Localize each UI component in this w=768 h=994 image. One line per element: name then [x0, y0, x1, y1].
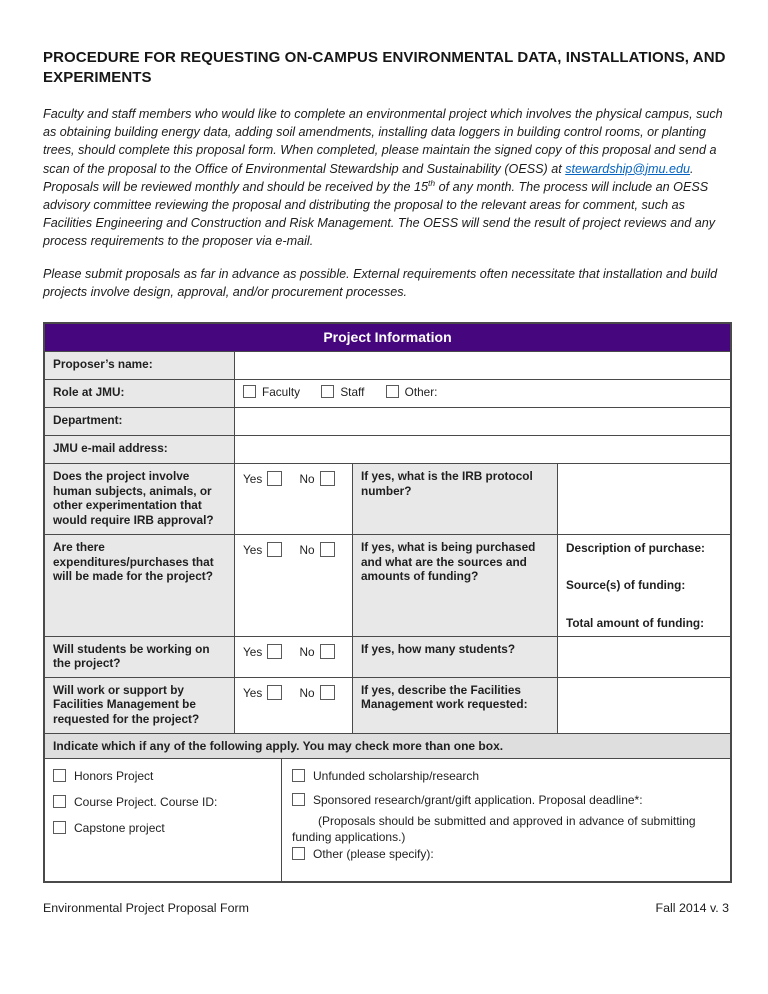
total-funding-label: Total amount of funding:: [566, 616, 705, 631]
no-label: No: [299, 543, 315, 558]
project-type-section: [45, 759, 730, 881]
yes-label: Yes: [243, 472, 263, 487]
irb-answer-field[interactable]: [558, 464, 730, 534]
expenditures-no: [300, 543, 335, 557]
capstone-project-checkbox[interactable]: [53, 821, 66, 834]
submit-early-paragraph: Please submit proposals as far in advance as possible. External requirements often necessitate that installation and build projects involve design, approval, and/or procurement processes.: [43, 266, 718, 299]
students-yes-checkbox[interactable]: [267, 644, 282, 659]
department-field[interactable]: [235, 408, 730, 435]
course-project-label: Course Project. Course ID:: [74, 794, 218, 809]
facilities-yes-checkbox[interactable]: [267, 685, 282, 700]
students-no: [300, 645, 335, 659]
students-yes: [243, 645, 282, 659]
sponsored-note: (Proposals should be submitted and approved in advance of submitting funding applications.): [292, 813, 696, 844]
role-options: [235, 380, 730, 407]
yes-label: Yes: [243, 685, 263, 700]
no-label: No: [299, 472, 315, 487]
capstone-project-option: [53, 821, 273, 835]
facilities-yes: [243, 686, 282, 700]
indicate-instructions-band: Indicate which if any of the following apply. You may check more than one box.: [45, 734, 730, 759]
row-department: [45, 408, 730, 436]
role-option-staff: [321, 385, 364, 399]
superscript-th: th: [428, 177, 436, 188]
row-email: [45, 436, 730, 464]
document-title: PROCEDURE FOR REQUESTING ON-CAMPUS ENVIRONMENTAL DATA, INSTALLATIONS, AND EXPERIMENTS: [43, 49, 726, 86]
role-option-faculty: [243, 385, 300, 399]
irb-yes: [243, 472, 282, 486]
intro-text-2: . Proposals will be reviewed monthly and should be received by the 15: [43, 161, 694, 194]
unfunded-label: Unfunded scholarship/research: [313, 768, 480, 783]
unfunded-checkbox[interactable]: [292, 769, 305, 782]
proposer-name-field[interactable]: [235, 352, 730, 379]
irb-no: [300, 472, 335, 486]
facilities-no-checkbox[interactable]: [320, 685, 335, 700]
students-ifyes-label: If yes, how many students?: [353, 637, 558, 677]
sponsored-option: [292, 793, 720, 807]
expenditures-ifyes-label: If yes, what is being purchased and what are the sources and amounts of funding?: [353, 535, 558, 636]
project-type-right-column: [282, 759, 730, 881]
project-type-left-column: [45, 759, 282, 881]
row-students: [45, 637, 730, 678]
facilities-no: [300, 686, 335, 700]
table-header-project-information: Project Information: [45, 324, 730, 352]
staff-checkbox[interactable]: [321, 385, 334, 398]
description-of-purchase-label: Description of purchase:: [566, 541, 705, 556]
project-information-table: [43, 322, 732, 883]
facilities-question-label: Will work or support by Facilities Management be requested for the project?: [45, 678, 235, 733]
other-specify-checkbox[interactable]: [292, 847, 305, 860]
faculty-checkbox[interactable]: [243, 385, 256, 398]
expenditures-no-checkbox[interactable]: [320, 542, 335, 557]
honors-project-label: Honors Project: [74, 768, 154, 783]
expenditures-yes-checkbox[interactable]: [267, 542, 282, 557]
row-facilities: [45, 678, 730, 734]
irb-yes-checkbox[interactable]: [267, 471, 282, 486]
intro-text-1: Faculty and staff members who would like to complete an environmental project which involves the physical campus, such as obtaining building energy data, adding soil amendments, installing data loggers in building control rooms, or planting trees, should complete this proposal form. When completed, please maintain the signed copy of this proposal and send a scan of the proposal to the Office of Environmental Stewardship and Sustainability (OESS) at: [43, 107, 723, 176]
course-project-checkbox[interactable]: [53, 795, 66, 808]
row-role-at-jmu: [45, 380, 730, 408]
row-expenditures: [45, 535, 730, 637]
other-specify-option: [292, 847, 720, 861]
footer-form-name: Environmental Project Proposal Form: [43, 901, 249, 915]
faculty-label: Faculty: [262, 385, 301, 400]
yes-label: Yes: [243, 644, 263, 659]
irb-question-label: Does the project involve human subjects, animals, or other experimentation that would require IRB approval?: [45, 464, 235, 534]
page-footer: [43, 901, 729, 915]
facilities-ifyes-label: If yes, describe the Facilities Management work requested:: [353, 678, 558, 733]
irb-ifyes-label: If yes, what is the IRB protocol number?: [353, 464, 558, 534]
facilities-yesno-cell: [235, 678, 353, 733]
irb-no-checkbox[interactable]: [320, 471, 335, 486]
expenditures-detail-cell[interactable]: [558, 535, 730, 636]
no-label: No: [299, 644, 315, 659]
stewardship-email-link[interactable]: stewardship@jmu.edu: [565, 161, 691, 176]
intro-paragraph: [43, 105, 729, 251]
students-no-checkbox[interactable]: [320, 644, 335, 659]
expenditures-yesno-cell: [235, 535, 353, 636]
irb-yesno-cell: [235, 464, 353, 534]
course-project-option: [53, 795, 273, 809]
capstone-project-label: Capstone project: [74, 820, 165, 835]
students-question-label: Will students be working on the project?: [45, 637, 235, 677]
email-label: JMU e-mail address:: [45, 436, 235, 463]
other-role-label: Other:: [404, 385, 438, 400]
proposer-name-label: Proposer’s name:: [45, 352, 235, 379]
intro-text-3: of any month. The process will include an OESS advisory committee reviewing the proposal and distributing the proposal to the relevant areas for comment, such as Facilities Engineering and Construction and Risk Management. The OESS will send the result of project reviews and any process requirements to the proposer via e-mail.: [43, 179, 716, 249]
other-specify-label: Other (please specify):: [313, 846, 434, 861]
row-irb: [45, 464, 730, 535]
role-label: Role at JMU:: [45, 380, 235, 407]
expenditures-yes: [243, 543, 282, 557]
footer-version: Fall 2014 v. 3: [655, 901, 729, 915]
students-yesno-cell: [235, 637, 353, 677]
other-role-checkbox[interactable]: [386, 385, 399, 398]
row-proposer-name: [45, 352, 730, 380]
yes-label: Yes: [243, 543, 263, 558]
sponsored-label: Sponsored research/grant/gift application. Proposal deadline*:: [313, 792, 643, 807]
no-label: No: [299, 685, 315, 700]
role-option-other: [386, 385, 438, 399]
email-field[interactable]: [235, 436, 730, 463]
honors-project-checkbox[interactable]: [53, 769, 66, 782]
staff-label: Staff: [340, 385, 365, 400]
honors-project-option: [53, 769, 273, 783]
expenditures-question-label: Are there expenditures/purchases that will be made for the project?: [45, 535, 235, 636]
facilities-answer-field[interactable]: [558, 678, 730, 733]
sponsored-checkbox[interactable]: [292, 793, 305, 806]
unfunded-option: [292, 769, 720, 783]
students-answer-field[interactable]: [558, 637, 730, 677]
department-label: Department:: [45, 408, 235, 435]
sources-of-funding-label: Source(s) of funding:: [566, 577, 686, 592]
